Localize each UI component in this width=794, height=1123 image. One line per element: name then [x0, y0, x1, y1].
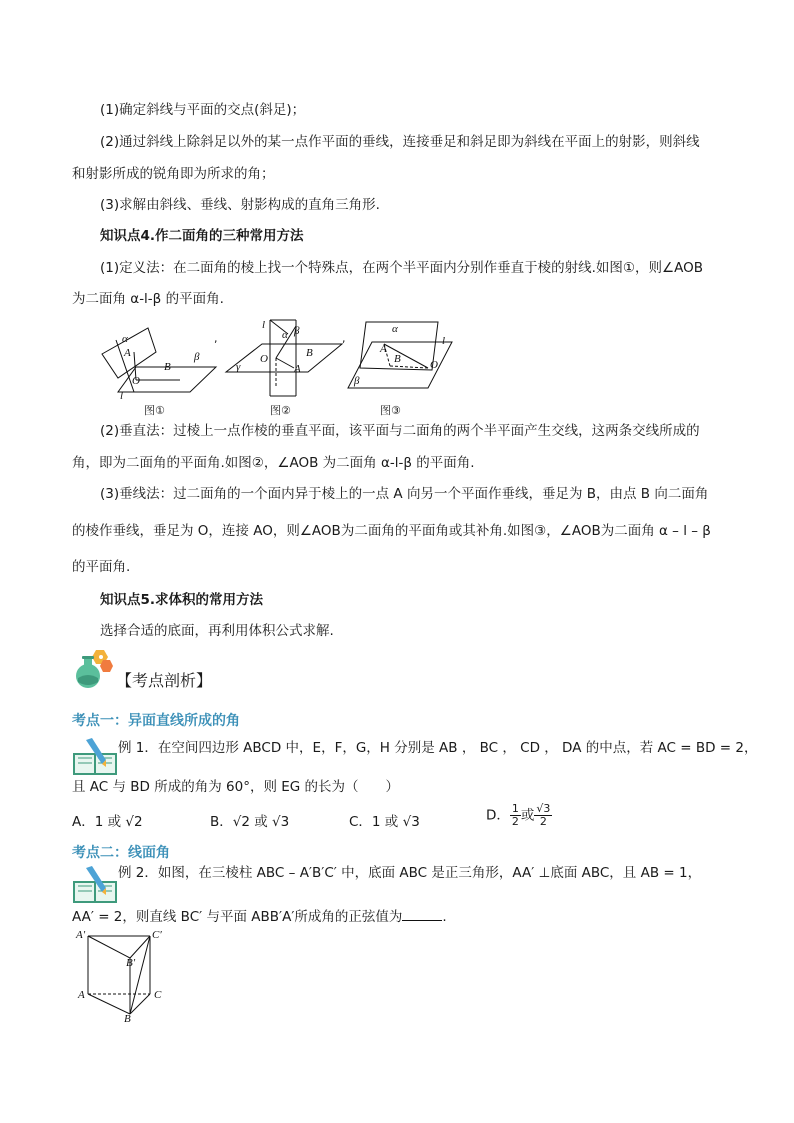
kp4-perp-line-line-b: 的棱作垂线，垂足为 O，连接 AO，则∠AOB为二面角的平面角或其补角.如图③，∠AOB为二面角 α – l – β — [72, 523, 711, 539]
fig3-beta-label: β — [354, 375, 360, 387]
answer-blank[interactable] — [402, 906, 442, 921]
step-3: (3)求解由斜线、垂线、射影构成的直角三角形. — [100, 197, 380, 213]
prism-Cprime-label: C′ — [152, 929, 162, 941]
fig3-O-label: O — [430, 359, 438, 371]
analysis-heading: 【考点剖析】 — [116, 671, 213, 690]
fig2-l-label: l — [262, 319, 266, 331]
prism-A-label: A — [78, 989, 85, 1001]
point-2-heading: 考点二：线面角 — [72, 845, 170, 861]
example-1-line-b: 且 AC 与 BD 所成的角为 60°，则 EG 的长为（ ） — [72, 779, 400, 795]
figure-separator-2: , — [342, 332, 346, 345]
fig2-A-label: A — [294, 363, 301, 375]
book-pencil-icon — [72, 736, 118, 776]
kp4-perp-line-line-a: (3)垂线法：过二面角的一个面内异于棱上的一点 A 向另一个平面作垂线，垂足为 B，由点 B 向二面角 — [100, 486, 709, 502]
fig2-alpha-label: α — [282, 329, 288, 341]
kp5-body: 选择合适的底面，再利用体积公式求解. — [100, 623, 334, 639]
fig1-alpha-label: α — [122, 333, 128, 345]
fig3-alpha-label: α — [392, 323, 398, 335]
option-d-fraction-1: $\frac{1}{2}$ — [511, 802, 519, 828]
fig3-A-label: A — [380, 343, 387, 355]
option-d-prefix: D． — [486, 807, 510, 824]
point-1-heading: 考点一：异面直线所成的角 — [72, 713, 240, 729]
flask-icon — [70, 648, 114, 690]
kp4-perp-plane-line-a: (2)垂直法：过棱上一点作棱的垂直平面，该平面与二面角的两个半平面产生交线，这两条交线所成的 — [100, 423, 700, 439]
figure-3 — [344, 318, 456, 398]
option-d-or: 或 — [520, 807, 535, 824]
prism-figure — [74, 928, 170, 1024]
kp5-title: 知识点5.求体积的常用方法 — [100, 592, 264, 608]
kp4-perp-line-line-c: 的平面角. — [72, 559, 131, 575]
prism-Aprime-label: A′ — [76, 929, 86, 941]
prism-C-label: C — [154, 989, 162, 1001]
example-1-option-a[interactable]: A．1 或 √2 — [72, 814, 143, 830]
prism-B-label: B — [124, 1013, 131, 1024]
fig1-B-label: B — [164, 361, 171, 373]
figure-2-caption: 图② — [270, 404, 291, 417]
kp4-title: 知识点4.作二面角的三种常用方法 — [100, 228, 304, 244]
example-1-option-b[interactable]: B．√2 或 √3 — [210, 814, 290, 830]
fig1-beta-label: β — [194, 351, 200, 363]
fig1-O-label: O — [132, 375, 140, 387]
prism-Bprime-label: B′ — [126, 957, 136, 969]
step-2-line-a: (2)通过斜线上除斜足以外的某一点作平面的垂线，连接垂足和斜足即为斜线在平面上的射影，则斜线 — [100, 134, 700, 150]
kp4-definition-line-b: 为二面角 α-l-β 的平面角. — [72, 291, 224, 307]
figure-1 — [98, 322, 220, 400]
example-1-option-d[interactable] — [486, 803, 552, 828]
fig2-B-label: B — [306, 347, 313, 359]
figure-separator-1: , — [214, 332, 218, 345]
figure-1-caption: 图① — [144, 404, 165, 417]
kp4-perp-plane-line-b: 角，即为二面角的平面角.如图②，∠AOB 为二面角 α-l-β 的平面角. — [72, 455, 475, 471]
example-1-option-c[interactable]: C．1 或 √3 — [349, 814, 420, 830]
fig3-l-label: l — [442, 335, 446, 347]
step-2-line-b: 和射影所成的锐角即为所求的角； — [72, 166, 275, 182]
example-1-line-a: 例 1．在空间四边形 ABCD 中，E，F，G，H 分别是 AB ， BC ， CD ， DA 的中点，若 AC = BD = 2， — [118, 740, 758, 756]
fig2-beta-top-label: β — [294, 325, 300, 337]
fig2-O-label: O — [260, 353, 268, 365]
example-2-line-a: 例 2．如图，在三棱柱 ABC – A′B′C′ 中，底面 ABC 是正三角形，AA′ ⊥底面 ABC，且 AB = 1， — [118, 865, 702, 881]
fig1-l-label: l — [120, 390, 124, 400]
book-pencil-icon — [72, 864, 118, 904]
fig1-A-label: A — [124, 347, 131, 359]
figure-2 — [222, 316, 346, 402]
fig3-B-label: B — [394, 353, 401, 365]
figure-3-caption: 图③ — [380, 404, 401, 417]
option-d-fraction-2: $\frac{√3}{2}$ — [536, 802, 551, 828]
step-1: (1)确定斜线与平面的交点(斜足)； — [100, 102, 306, 118]
fig2-gamma-label: γ — [236, 361, 241, 373]
kp4-definition-line-a: (1)定义法：在二面角的棱上找一个特殊点，在两个半平面内分别作垂直于棱的射线.如图①，则∠AOB — [100, 260, 704, 276]
example-2-line-b: AA′ = 2，则直线 BC′ 与平面 ABB′A′所成角的正弦值为 . — [72, 906, 447, 928]
